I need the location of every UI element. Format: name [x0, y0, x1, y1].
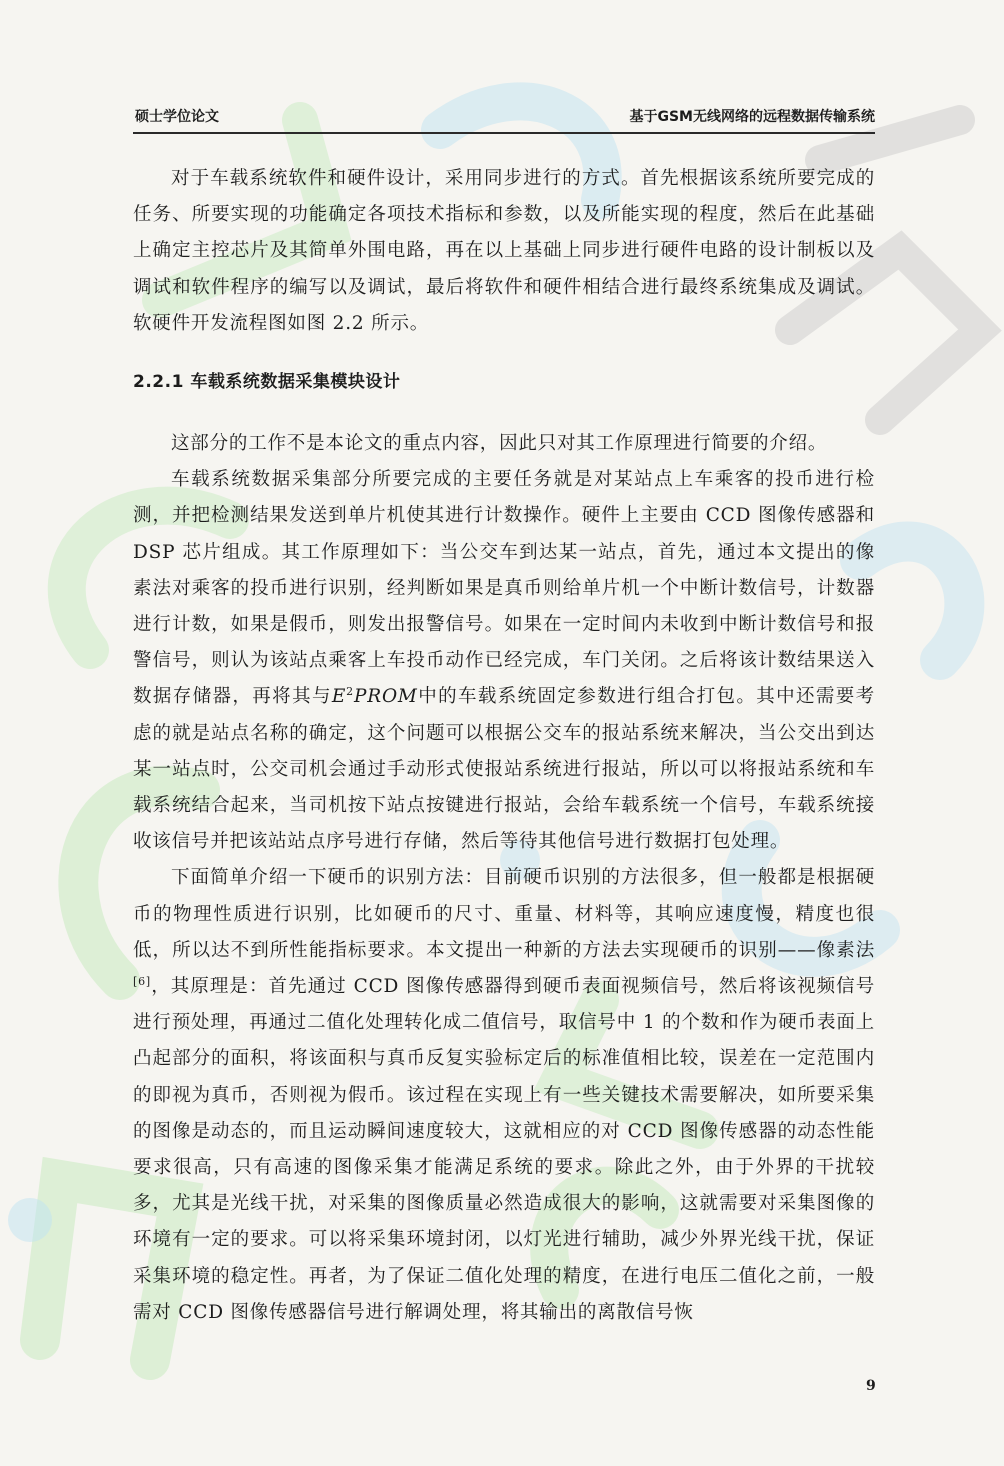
paragraph-design-approach: 对于车载系统软件和硬件设计，采用同步进行的方式。首先根据该系统所要完成的任务、所要实现的功能确定各项技术指标和参数，以及所能实现的程度，然后在此基础上确定主控芯片及其简单外围电路，再在以上基础上同步进行硬件电路的设计制板以及调试和软件程序的编写以及调试，最后将软件和硬件相结合进行最终系统集成及调试。软硬件开发流程图如图 2.2 所示。 — [133, 168, 875, 334]
math-prom: PROM — [353, 686, 418, 708]
paragraph-text: 中的车载系统固定参数进行组合打包。其中还需要考虑的就是站点名称的确定，这个问题可以根据公交车的报站系统来解决，当公交出到达某一站点时，公交司机会通过手动形式使报站系统进行报站，所以可以将报站系统和车载系统结合起来，当司机按下站点按键进行报站，会给车载系统一个信号，车载系统接收该信号并把该站站点序号进行存储，然后等待其他信号进行数据打包处理。 — [133, 686, 875, 853]
paragraph-text: 车载系统数据采集部分所要完成的主要任务就是对某站点上车乘客的投币进行检测，并把检测结果发送到单片机使其进行计数操作。硬件上主要由 CCD 图像传感器和 DSP 芯片组成。其工作原理如下：当公交车到达某一站点，首先，通过本文提出的像素法对乘客的投币进行识别，经判断如果是真币则给单片机一个中断计数信号，计数器进行计数，如果是假币，则发出报警信号。如果在一定时间内未收到中断计数信号和报警信号，则认为该站点乘客上车投币动作已经完成，车门关闭。之后将该计数结果送入数据存储器，再将其与 — [133, 469, 875, 708]
citation: [6] — [133, 974, 151, 988]
paragraph-summary: 这部分的工作不是本论文的重点内容，因此只对其工作原理进行简要的介绍。 — [171, 433, 828, 454]
page-number: 9 — [866, 1378, 876, 1394]
paragraph-data-acquisition — [133, 462, 875, 860]
section-heading: 2.2.1 车载系统数据采集模块设计 — [133, 372, 401, 392]
math-e: E — [331, 686, 347, 708]
watermark-dot — [8, 1198, 52, 1242]
intro-section — [133, 161, 875, 342]
paragraph-text: 下面简单介绍一下硬币的识别方法：目前硬币识别的方法很多，但一般都是根据硬币的物理性质进行识别，比如硬币的尺寸、重量、材料等，其响应速度慢，精度也很低，所以达不到所性能指标要求。本文提出一种新的方法去实现硬币的识别——像素法 — [133, 867, 875, 961]
paragraph-coin-recognition — [133, 860, 875, 1331]
paragraph-text: ，其原理是：首先通过 CCD 图像传感器得到硬币表面视频信号，然后将该视频信号进行预处理，再通过二值化处理转化成二值信号，取信号中 1 的个数和作为硬币表面上凸起部分的面积，将该面积与真币反复实验标定后的标准值相比较，误差在一定范围内的即视为真币，否则视为假币。该过程在实现上有一些关键技术需要解决，如所要采集的图像是动态的，而且运动瞬间速度较大，这就相应的对 CCD 图像传感器的动态性能要求很高，只有高速的图像采集才能满足系统的要求。除此之外，由于外界的干扰较多，尤其是光线干扰，对采集的图像质量必然造成很大的影响，这就需要对采集图像的环境有一定的要求。可以将采集环境封闭，以灯光进行辅助，减少外界光线干扰，保证采集环境的稳定性。再者，为了保证二值化处理的精度，在进行电压二值化之前，一般需对 CCD 图像传感器信号进行解调处理，将其输出的离散信号恢 — [133, 976, 875, 1323]
page-header — [133, 104, 875, 134]
watermark-stroke — [860, 541, 964, 660]
section-body — [133, 426, 875, 1331]
header-thesis-title: 基于GSM无线网络的远程数据传输系统 — [629, 109, 875, 125]
math-superscript: 2 — [346, 685, 354, 699]
header-degree-label: 硕士学位论文 — [135, 109, 219, 125]
